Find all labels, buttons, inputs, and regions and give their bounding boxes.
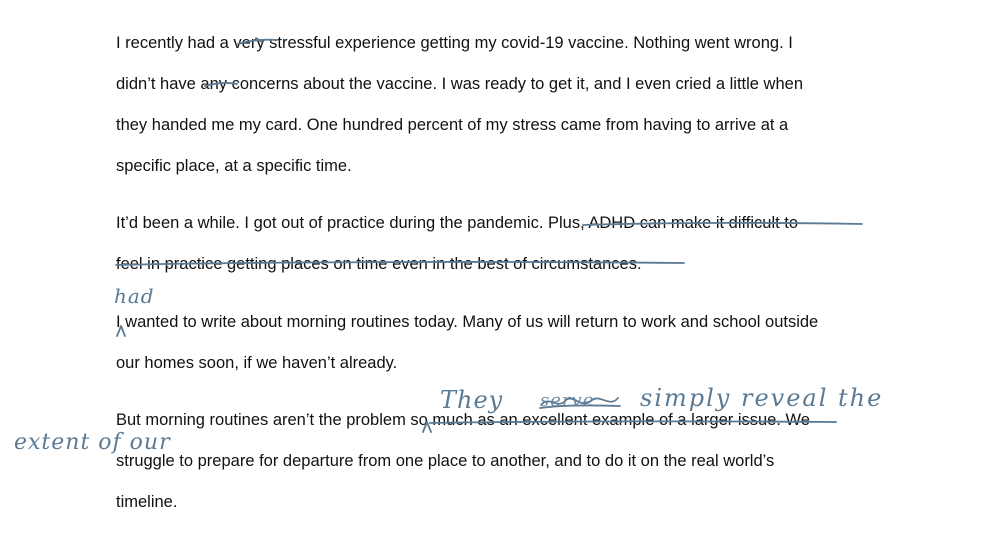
paragraph-1-line-2: didn’t have any concerns about the vaccine. I was ready to get it, and I even cried a little when	[116, 75, 803, 93]
paragraph-1-line-1: I recently had a very stressful experience getting my covid-19 vaccine. Nothing went wrong. I	[116, 34, 793, 52]
paragraph-2-line-1	[116, 213, 798, 233]
paragraph-4-line-2: struggle to prepare for departure from one place to another, and to do it on the real world’s	[116, 452, 775, 470]
handwritten-they: They	[440, 386, 504, 414]
paragraph-1-line-3: they handed me my card. One hundred percent of my stress came from having to arrive at a	[116, 116, 789, 134]
paragraph-4-line-3: timeline.	[116, 493, 178, 511]
handwritten-scribbled-word: serve	[540, 390, 595, 411]
struck-text: feel in practice getting places on time even in the best of circumstances.	[116, 255, 642, 273]
handwritten-simply-reveal-the: simply reveal the	[640, 384, 884, 412]
paragraph-2-line-2	[116, 254, 642, 274]
paragraph-3-line-1: I wanted to write about morning routines today. Many of us will return to work and school outside	[116, 313, 819, 331]
handwritten-extent-of-our: extent of our	[14, 430, 171, 455]
paragraph-2-plain-text: It’d been a while. I got out of practice during the pandemic.	[116, 214, 549, 232]
handwritten-had: had	[114, 284, 155, 308]
struck-text: so much as an excellent example of a larger issue.	[405, 411, 781, 429]
paragraph-1-line-4: specific place, at a specific time.	[116, 157, 352, 175]
paragraph-3-line-2: our homes soon, if we haven’t already.	[116, 354, 398, 372]
struck-text: Plus, ADHD can make it difficult to	[548, 214, 799, 232]
paragraph-4-plain-text: But morning routines aren’t the problem	[116, 411, 406, 429]
paragraph-4-tail-text: We	[780, 411, 810, 429]
